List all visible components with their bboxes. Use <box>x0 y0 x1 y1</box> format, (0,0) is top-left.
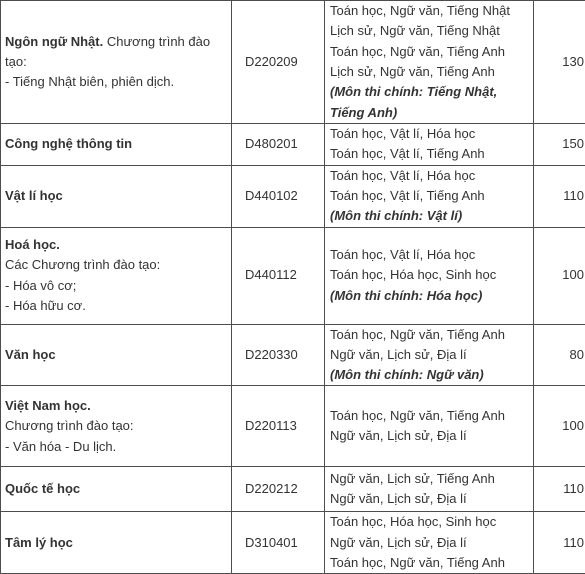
major-detail: Các Chương trình đào tạo: <box>5 255 227 275</box>
subject-combo: Toán học, Vật lí, Tiếng Anh <box>330 144 529 164</box>
quota: 130 <box>534 1 585 124</box>
subject-combo: Toán học, Hóa học, Sinh học <box>330 265 529 285</box>
quota: 110 <box>534 467 585 512</box>
major-name-cell <box>1 467 232 512</box>
major-name-cell <box>1 1 232 124</box>
major-code: D480201 <box>232 124 325 166</box>
table-row <box>1 512 585 574</box>
quota: 110 <box>534 165 585 227</box>
subject-combo: Toán học, Ngữ văn, Tiếng Nhật <box>330 1 529 21</box>
main-subject-note: (Môn thi chính: Tiếng Nhật, Tiếng Anh) <box>330 82 529 123</box>
subject-combo: Toán học, Vật lí, Hóa học <box>330 124 529 144</box>
quota: 100 <box>534 386 585 467</box>
major-code: D440102 <box>232 165 325 227</box>
major-name-cell <box>1 124 232 166</box>
subject-combo: Ngữ văn, Lịch sử, Địa lí <box>330 489 529 509</box>
subject-combo: Lịch sử, Ngữ văn, Tiếng Nhật <box>330 21 529 41</box>
subject-combos-cell <box>325 512 534 574</box>
subject-combos-cell <box>325 124 534 166</box>
subject-combo: Toán học, Ngữ văn, Tiếng Anh <box>330 42 529 62</box>
major-name-cell <box>1 324 232 386</box>
major-code: D220209 <box>232 1 325 124</box>
subject-combo: Ngữ văn, Lịch sử, Tiếng Anh <box>330 469 529 489</box>
subject-combo: Ngữ văn, Lịch sử, Địa lí <box>330 426 529 446</box>
major-name-extra: Chương trình đào tạo: <box>5 34 210 69</box>
major-name: Vật lí học <box>5 188 63 203</box>
subject-combo: Toán học, Vật lí, Hóa học <box>330 245 529 265</box>
table-row <box>1 124 585 166</box>
quota: 100 <box>534 227 585 324</box>
table-row <box>1 467 585 512</box>
major-name: Tâm lý học <box>5 535 73 550</box>
table-row <box>1 1 585 124</box>
subject-combos-cell <box>325 227 534 324</box>
major-name-cell <box>1 386 232 467</box>
major-name: Hoá học. <box>5 235 227 255</box>
quota: 80 <box>534 324 585 386</box>
table-row <box>1 227 585 324</box>
subject-combo: Toán học, Ngữ văn, Tiếng Anh <box>330 553 529 573</box>
major-name: Ngôn ngữ Nhật. <box>5 34 103 49</box>
quota: 110 <box>534 512 585 574</box>
major-detail: - Văn hóa - Du lịch. <box>5 437 227 457</box>
major-name: Văn học <box>5 347 56 362</box>
table-row <box>1 386 585 467</box>
major-detail: Chương trình đào tạo: <box>5 416 227 436</box>
major-code: D220212 <box>232 467 325 512</box>
subject-combos-cell <box>325 386 534 467</box>
subject-combo: Toán học, Vật lí, Hóa học <box>330 166 529 186</box>
subject-combos-cell <box>325 165 534 227</box>
major-detail: - Hóa vô cơ; <box>5 276 227 296</box>
table-row <box>1 324 585 386</box>
subject-combos-cell <box>325 324 534 386</box>
subject-combos-cell <box>325 467 534 512</box>
main-subject-note: (Môn thi chính: Vật lí) <box>330 206 529 226</box>
subject-combo: Toán học, Ngữ văn, Tiếng Anh <box>330 406 529 426</box>
main-subject-note: (Môn thi chính: Hóa học) <box>330 286 529 306</box>
major-detail: - Hóa hữu cơ. <box>5 296 227 316</box>
subject-combo: Ngữ văn, Lịch sử, Địa lí <box>330 345 529 365</box>
quota: 150 <box>534 124 585 166</box>
major-code: D310401 <box>232 512 325 574</box>
major-name: Việt Nam học. <box>5 396 227 416</box>
major-code: D220113 <box>232 386 325 467</box>
major-code: D220330 <box>232 324 325 386</box>
subject-combo: Toán học, Vật lí, Tiếng Anh <box>330 186 529 206</box>
major-name-cell <box>1 227 232 324</box>
major-name-cell <box>1 165 232 227</box>
major-name: Quốc tế học <box>5 481 80 496</box>
subject-combo: Ngữ văn, Lịch sử, Địa lí <box>330 533 529 553</box>
major-code: D440112 <box>232 227 325 324</box>
major-detail: - Tiếng Nhật biên, phiên dịch. <box>5 72 227 92</box>
subject-combo: Lịch sử, Ngữ văn, Tiếng Anh <box>330 62 529 82</box>
main-subject-note: (Môn thi chính: Ngữ văn) <box>330 365 529 385</box>
subject-combo: Toán học, Ngữ văn, Tiếng Anh <box>330 325 529 345</box>
subject-combos-cell <box>325 1 534 124</box>
table-row <box>1 165 585 227</box>
major-name: Công nghệ thông tin <box>5 136 132 151</box>
major-name-cell <box>1 512 232 574</box>
subject-combo: Toán học, Hóa học, Sinh học <box>330 512 529 532</box>
